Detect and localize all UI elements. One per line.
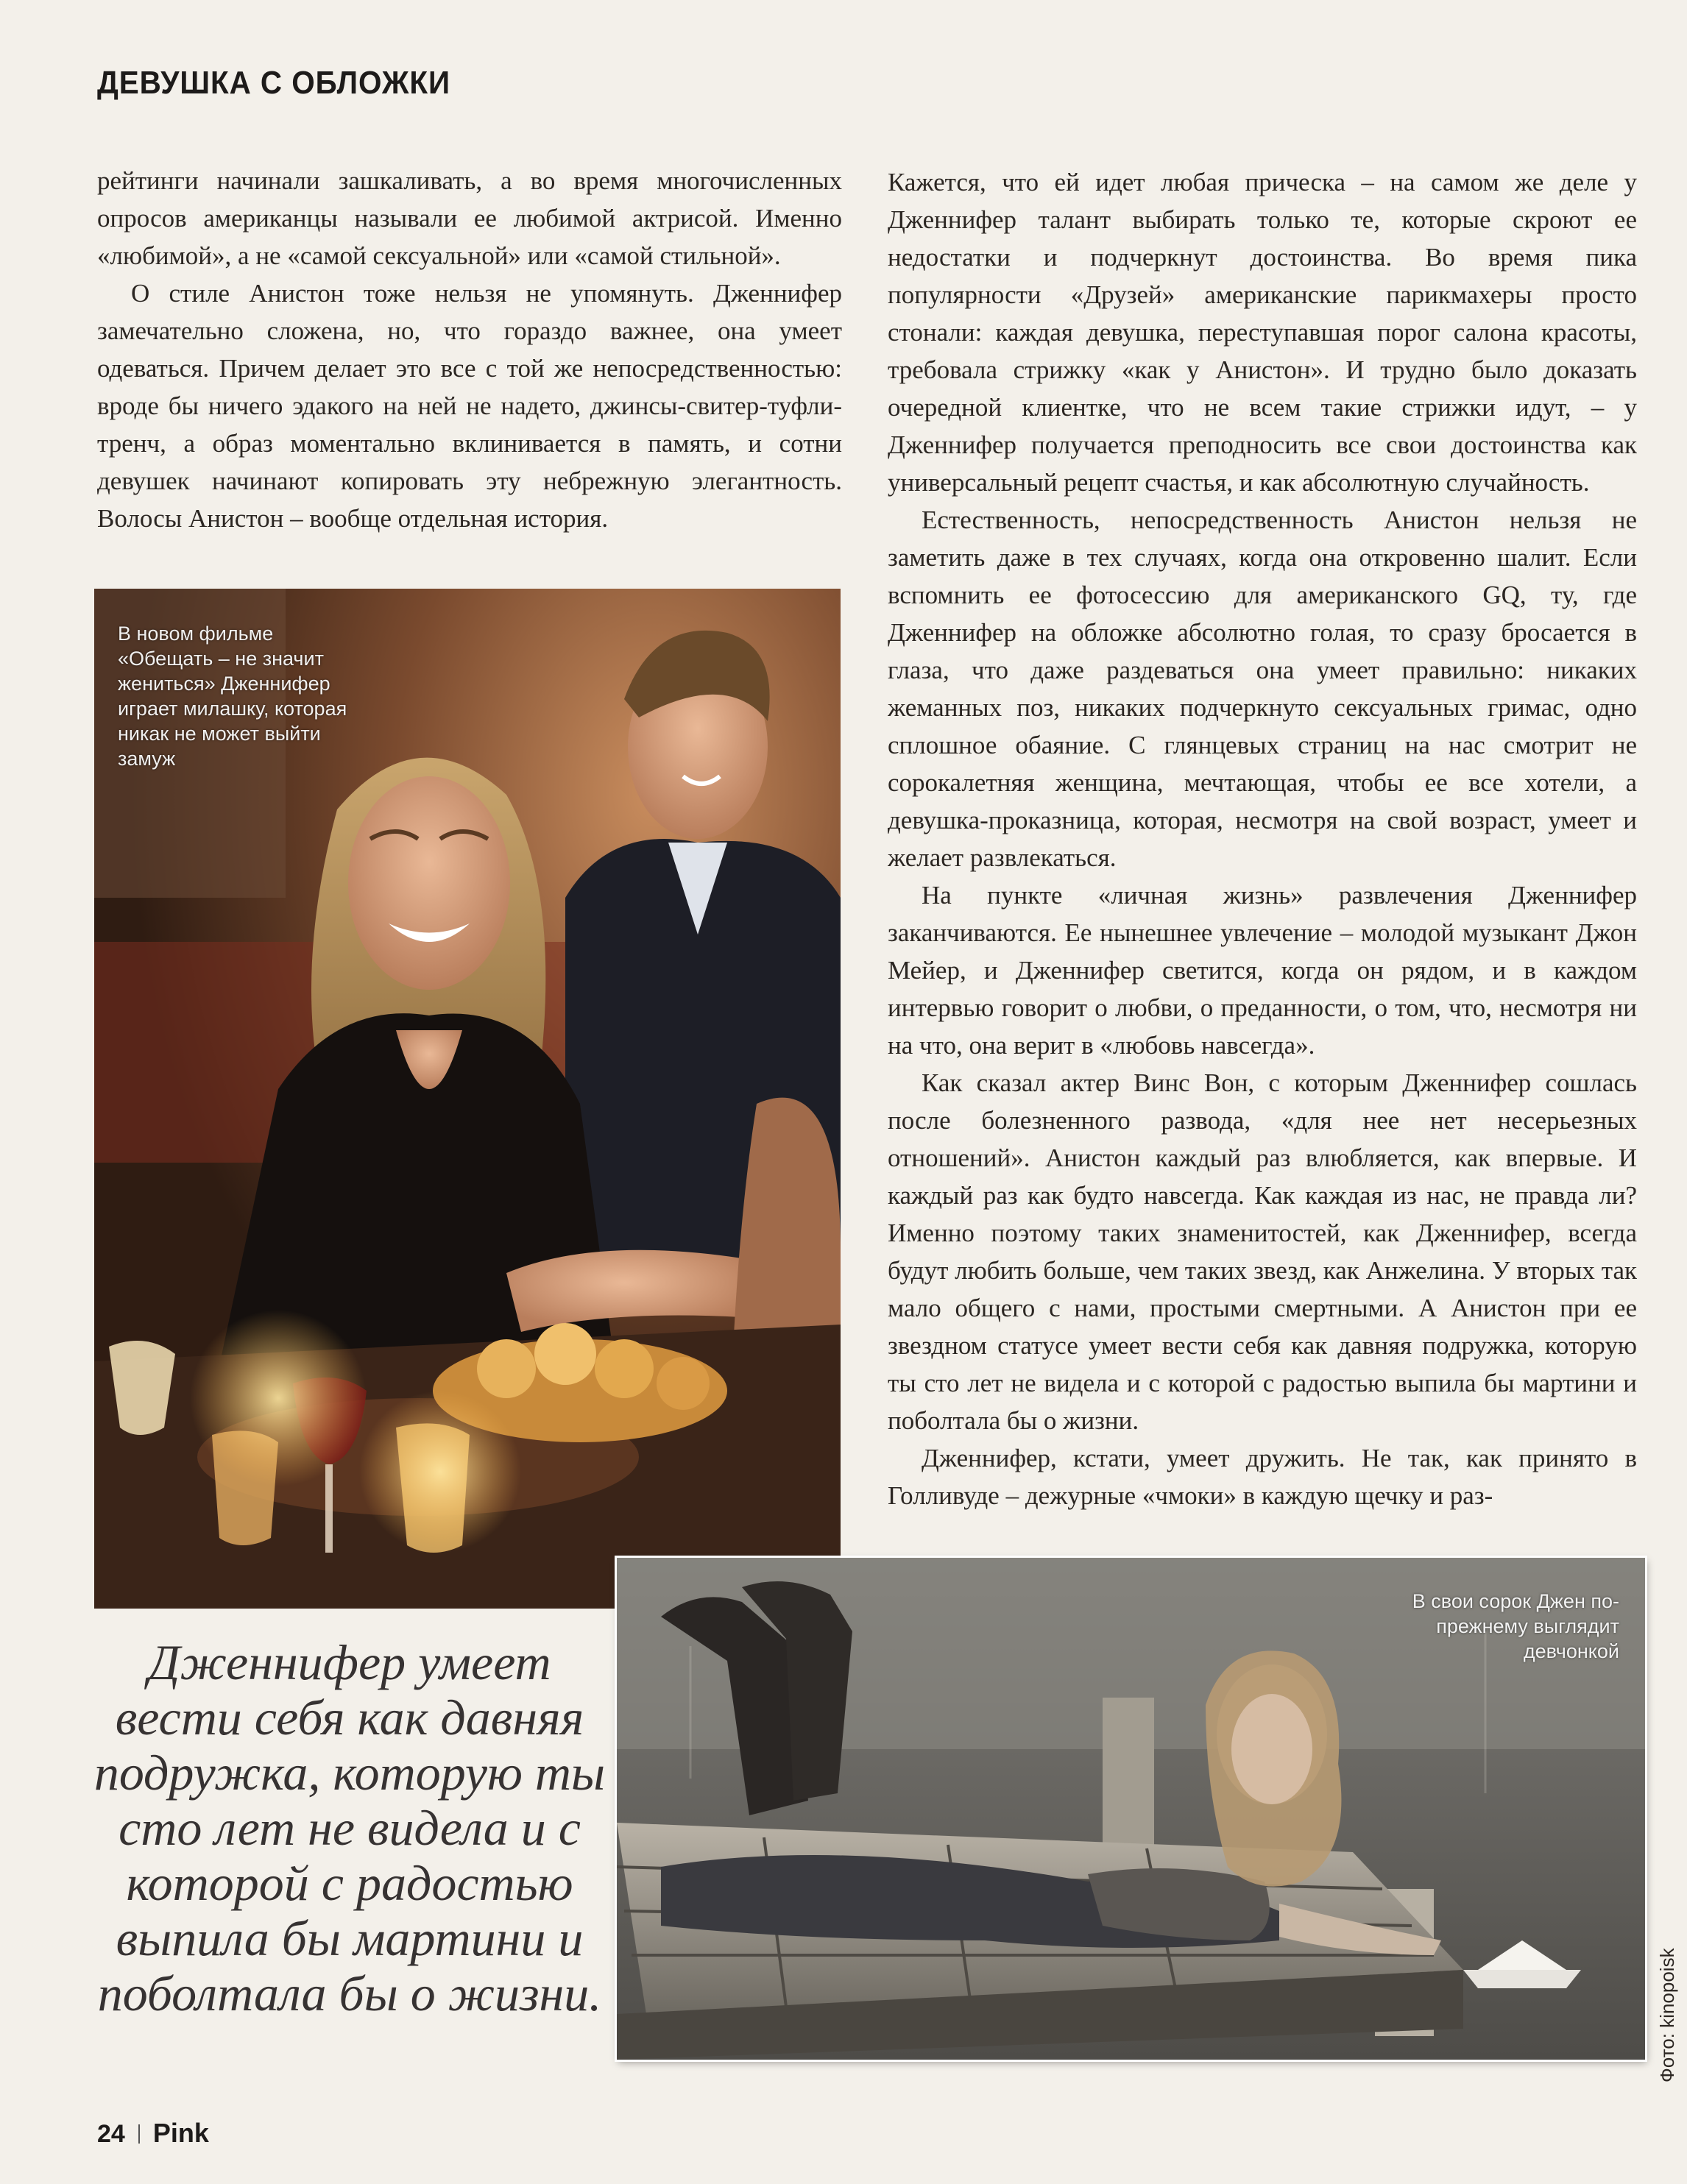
- footer-separator: [138, 2124, 140, 2144]
- page-number: 24: [97, 2120, 125, 2148]
- right-paragraph-2: Естественность, непосредственность Анистон нельзя не заметить даже в тех случаях, когда она откровенно шалит. Если вспомнить ее фотосессию для американского GQ, ту, где Дженнифер на обложке абсолютно голая, то сразу бросается в глаза, что даже раздеваться она умеет правильно: никаких жеманных поз, никаких подчеркнуто сексуальных гримас, одно сплошное обаяние. С глянцевых страниц на нас смотрит не сорокалетняя женщина, мечтающая, чтобы ее все хотели, а девушка-проказница, которая, несмотря на свой возраст, умеет и желает развлекаться.: [888, 506, 1637, 872]
- pull-quote: Дженнифер умеет вести себя как давняя подружка, которую ты сто лет не видела и с которой с радостью выпила бы мартини и поболтала бы о жизни.: [93, 1634, 606, 2021]
- photo-dock-caption: В свои сорок Джен по-прежнему выглядит девчонкой: [1412, 1590, 1619, 1662]
- left-paragraph-2: О стиле Анистон тоже нельзя не упомянуть. Дженнифер замечательно сложена, но, что гораздо важнее, она умеет одеваться. Причем делает это все с той же непосредственностью: вроде бы ничего эдакого на ней не надето, джинсы-свитер-туфли-тренч, а образ моментально вклинивается в память, и сотни девушек начинают копировать эту небрежную элегантность. Волосы Анистон – вообще отдельная история.: [97, 279, 842, 533]
- right-paragraph-3: На пункте «личная жизнь» развлечения Дженнифер заканчиваются. Ее нынешнее увлечение – молодой музыкант Джон Мейер, и Дженнифер светится, когда он рядом, и в каждом интервью говорит о любви, о преданности, о том, что, несмотря ни на что, она верит в «любовь навсегда».: [888, 881, 1637, 1060]
- right-paragraph-1: Кажется, что ей идет любая прическа – на самом же деле у Дженнифер талант выбирать только те, которые скроют ее недостатки и подчеркнут достоинства. Во время пика популярности «Друзей» американские парикмахеры просто стонали: каждая девушка, переступавшая порог салона красоты, требовала стрижку «как у Анистон». И трудно было доказать очередной клиентке, что не всем такие стрижки идут, – у Дженнифер получается преподносить все свои достоинства как универсальный рецепт счастья, и как абсолютную случайность.: [888, 168, 1637, 497]
- right-paragraph-4: Как сказал актер Винс Вон, с которым Дженнифер сошлась после болезненного развода, «для нее нет несерьезных отношений». Анистон каждый раз влюбляется, как впервые. И каждый раз как будто навсегда. Как каждая из нас, не правда ли? Именно поэтому таких знаменитостей, как Дженнифер, всегда будут любить больше, чем таких звезд, как Анжелина. У вторых так мало общего с нами, простыми смертными. А Анистон при ее звездном статусе умеет вести себя как давняя подружка, которую ты сто лет не видела и с которой с радостью выпила бы мартини и поболтала бы о жизни.: [888, 1068, 1637, 1435]
- magazine-name: Pink: [152, 2118, 209, 2148]
- right-column: [888, 163, 1637, 1547]
- left-column: [97, 162, 842, 574]
- photo-credit: Фото: kinopoisk: [1656, 1948, 1678, 2082]
- right-paragraph-5: Дженнифер, кстати, умеет дружить. Не так, как принято в Голливуде – дежурные «чмоки» в каждую щечку и раз-: [888, 1444, 1637, 1510]
- page-footer: [97, 2118, 209, 2149]
- left-paragraph-1: рейтинги начинали зашкаливать, а во время многочисленных опросов американцы называли ее любимой актрисой. Именно «любимой», а не «самой сексуальной» или «самой стильной».: [97, 166, 842, 270]
- section-title: ДЕВУШКА С ОБЛОЖКИ: [97, 65, 451, 101]
- photo-restaurant-caption: В новом фильме «Обещать – не значит жениться» Дженнифер играет милашку, которая никак не может выйти замуж: [118, 623, 347, 770]
